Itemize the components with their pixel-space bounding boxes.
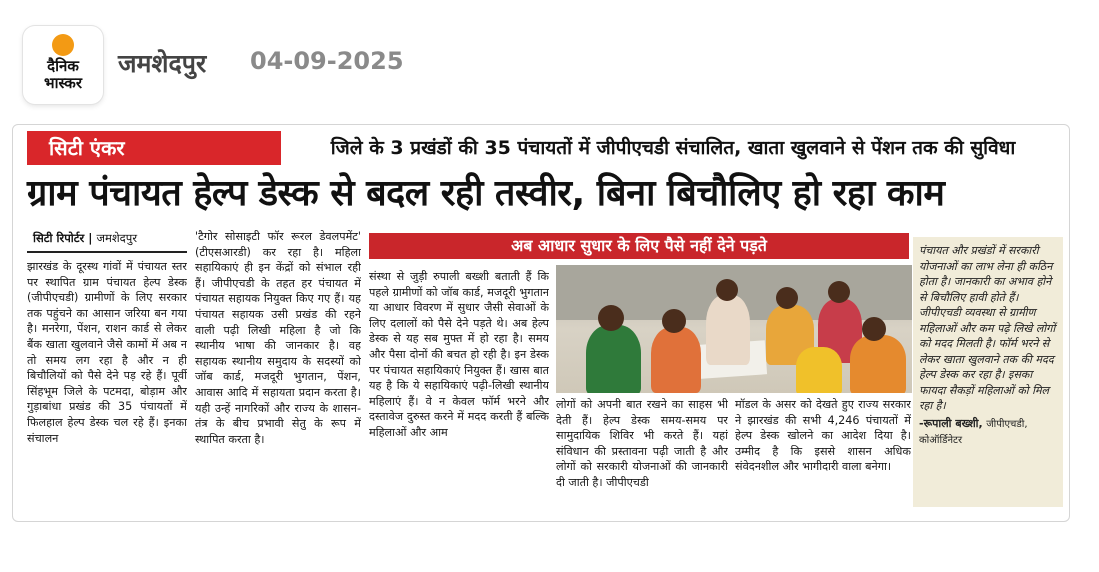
article-column-2: 'टैगोर सोसाइटी फॉर रूरल डेवलपमेंट' (टीएसआरडी) कर रहा है। महिला सहायिकाएं ही इन केंद्रों को संभाल रही हैं। जीपीएचडी के तहत हर पंचायत में पंचायत सहायक नियुक्त किए गए हैं। यह पंचायत सहायक उसी प्रखंड की रहने वाली पढ़ी लिखी महिला है जो कि स्थानीय भाषा की जानकार है। वह सहायक स्थानीय समुदाय के सदस्यों को जॉब कार्ड, मजदूरी भुगतान, पेंशन, आवास आदि में सहायता प्रदान करता है। यही उन्हें नागरिकों और राज्य के शासन-तंत्र के बीच प्रभावी सेतु के रूप में स्थापित करता है। [195, 230, 361, 446]
section-tag: सिटी एंकर [27, 131, 281, 165]
newspaper-clipping [12, 124, 1070, 522]
inner-banner: अब आधार सुधार के लिए पैसे नहीं देने पड़ते [369, 233, 909, 259]
byline: सिटी रिपोर्टर | जमशेदपुर [33, 231, 138, 245]
logo-sun-icon [52, 34, 74, 56]
byline-rule [27, 251, 187, 253]
quote-box [913, 237, 1063, 507]
adjacent-page-edge [1085, 128, 1099, 218]
byline-name: सिटी रिपोर्टर [33, 231, 85, 245]
edition-city: जमशेदपुर [118, 49, 207, 78]
byline-place: जमशेदपुर [96, 231, 138, 245]
article-photo [556, 265, 912, 393]
quote-author: -रूपाली बख्शी, [919, 416, 983, 430]
quote-text: पंचायत और प्रखंडों में सरकारी योजनाओं का लाभ लेना ही कठिन होता है। जानकारी का अभाव होने से बिचौलिए हावी होते हैं। जीपीएचडी व्यवस्था से ग्रामीण महिलाओं और कम पढ़े लिखे लोगों को मदद मिलती है। फॉर्म भरने से लेकर खाता खुलवाने तक की मदद हेल्प डेस्क कर रहा है। इसका फायदा सैकड़ों महिलाओं को मिल रहा है। [919, 244, 1056, 412]
article-column-3: संस्था से जुड़ी रुपाली बख्शी बताती हैं कि पहले ग्रामीणों को जॉब कार्ड, मजदूरी भुगतान या आधार विवरण में सुधार जैसी सेवाओं के लिए दलालों को पैसे देने पड़ते थे। अब हेल्प डेस्क से यह सब मुफ्त में हो रहा है। समय और पैसा दोनों की बचत हो रही है। इन डेस्क पर पंचायत सहायिकाएं नियुक्त हैं। खास बात यह है कि ये सहायिकाएं पढ़ी-लिखी स्थानीय महिलाएं हैं। वे न केवल फॉर्म भरने और दस्तावेज दुरुस्त करने में मदद करती हैं बल्कि महिलाओं और आम [369, 270, 549, 439]
article-column-4: लोगों को अपनी बात रखने का साहस भी देती हैं। हेल्प डेस्क समय-समय पर सामुदायिक शिविर भी करते हैं। यहां संविधान की प्रस्तावना पढ़ी जाती है और लोगों को सरकारी योजनाओं की जानकारी दी जाती है। जीपीएचडी [556, 398, 728, 489]
quote-role: जीपीएचडी, कोऑर्डिनेटर [919, 418, 1028, 446]
logo-text: दैनिक भास्कर [44, 57, 82, 92]
article-column-1: झारखंड के दूरस्थ गांवों में पंचायत स्तर पर स्थापित ग्राम पंचायत हेल्प डेस्क (जीपीएचडी) ग्रामीणों के लिए सरकार तक पहुंचने का आसान जरिया बन गया है। मनरेगा, पेंशन, राशन कार्ड से लेकर बैंक खाता खुलवाने जैसे कामों में अब न तो समय लग रहा है और न ही बिचौलियों को पैसे देने पड़ रहे हैं। पूर्वी सिंहभूम जिले के पटमदा, बोड़ाम और गुड़ाबांधा प्रखंड की 35 पंचायतों में फिलहाल हेल्प डेस्क चल रहे हैं। इनका संचालन [27, 260, 187, 445]
headline: ग्राम पंचायत हेल्प डेस्क से बदल रही तस्वीर, बिना बिचौलिए हो रहा काम [27, 173, 945, 214]
dainik-bhaskar-logo[interactable] [23, 26, 103, 104]
subheadline: जिले के 3 प्रखंडों की 35 पंचायतों में जीपीएचडी संचालित, खाता खुलवाने से पेंशन तक की सुविधा [330, 137, 1016, 159]
article-column-5: मॉडल के असर को देखते हुए राज्य सरकार ने झारखंड की सभी 4,246 पंचायतों में हेल्प डेस्क खोलने का आदेश दिया है। उम्मीद है कि इससे शासन अधिक संवेदनशील और भागीदारी वाला बनेगा। [735, 398, 911, 474]
edition-date: 04-09-2025 [250, 47, 404, 75]
